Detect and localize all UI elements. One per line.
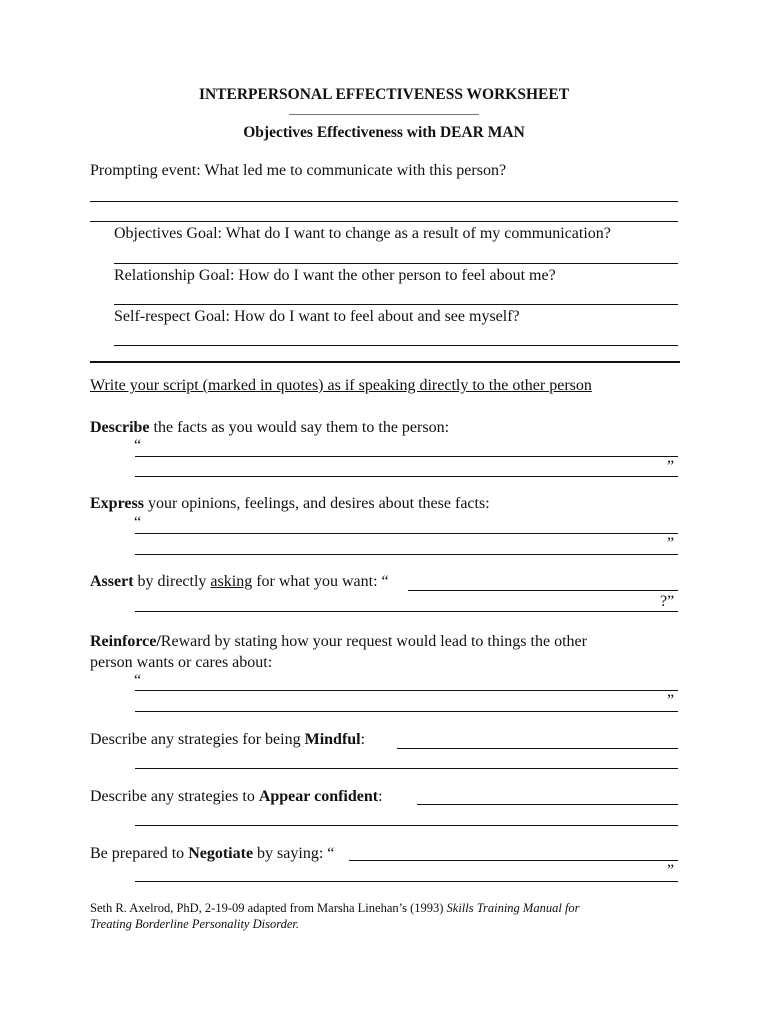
objectives-goal-answer-line[interactable] xyxy=(114,263,678,264)
describe-answer-line-2[interactable] xyxy=(135,476,678,477)
negotiate-prompt xyxy=(90,845,334,863)
express-close-quote: ” xyxy=(667,535,675,552)
express-answer-line-1[interactable] xyxy=(135,533,678,534)
describe-answer-line-1[interactable] xyxy=(135,456,678,457)
express-keyword: Express xyxy=(90,495,144,512)
relationship-goal-answer-line[interactable] xyxy=(114,304,678,305)
describe-close-quote: ” xyxy=(667,458,675,475)
prompting-event-answer-line-1[interactable] xyxy=(90,201,678,202)
assert-text-2: for what you want: “ xyxy=(252,573,389,590)
express-open-quote: “ xyxy=(134,514,142,531)
describe-keyword: Describe xyxy=(90,419,150,436)
negotiate-text-1: Be prepared to xyxy=(90,845,189,862)
appear-confident-prompt xyxy=(90,788,383,806)
reinforce-text: Reward by stating how your request would lead to things the other xyxy=(160,633,587,650)
footer-citation-line-1 xyxy=(90,901,580,916)
objectives-goal-question: Objectives Goal: What do I want to change as a result of my communication? xyxy=(114,225,611,242)
footer-book-title-2: Treating Borderline Personality Disorder. xyxy=(90,917,300,931)
footer-citation-line-2 xyxy=(90,917,299,932)
assert-answer-line-2[interactable] xyxy=(135,611,678,612)
mindful-colon: : xyxy=(360,731,366,748)
express-text: your opinions, feelings, and desires about these facts: xyxy=(143,495,490,512)
reinforce-prompt-line-1 xyxy=(90,633,587,651)
prompting-event-answer-line-2[interactable] xyxy=(90,221,678,222)
assert-prompt xyxy=(90,573,389,591)
describe-prompt xyxy=(90,419,449,437)
reinforce-answer-line-2[interactable] xyxy=(135,711,678,712)
worksheet-title: INTERPERSONAL EFFECTIVENESS WORKSHEET xyxy=(198,86,570,103)
express-prompt xyxy=(90,495,490,513)
reinforce-answer-line-1[interactable] xyxy=(135,690,678,691)
worksheet-subtitle: Objectives Effectiveness with DEAR MAN xyxy=(243,124,525,141)
mindful-answer-line-2[interactable] xyxy=(135,768,678,769)
self-respect-goal-question: Self-respect Goal: How do I want to feel about and see myself? xyxy=(114,308,520,325)
negotiate-answer-line-2[interactable] xyxy=(135,881,678,882)
assert-text-1: by directly xyxy=(133,573,211,590)
reinforce-close-quote: ” xyxy=(667,692,675,709)
appear-confident-answer-line-1[interactable] xyxy=(417,804,678,805)
self-respect-goal-answer-line[interactable] xyxy=(114,345,678,346)
script-instruction: Write your script (marked in quotes) as if speaking directly to the other person xyxy=(90,377,592,394)
section-divider xyxy=(90,361,680,363)
relationship-goal-question: Relationship Goal: How do I want the other person to feel about me? xyxy=(114,267,556,284)
negotiate-keyword: Negotiate xyxy=(188,845,254,862)
appear-confident-answer-line-2[interactable] xyxy=(135,825,678,826)
mindful-answer-line-1[interactable] xyxy=(397,748,678,749)
negotiate-answer-line-1[interactable] xyxy=(349,860,678,861)
mindful-text: Describe any strategies for being xyxy=(90,731,305,748)
mindful-keyword: Mindful xyxy=(304,731,361,748)
appear-text: Describe any strategies to xyxy=(90,788,259,805)
appear-colon: : xyxy=(378,788,383,805)
footer-author-text: Seth R. Axelrod, PhD, 2-19-09 adapted from Marsha Linehan’s (1993) xyxy=(90,901,447,915)
describe-open-quote: “ xyxy=(134,437,142,454)
describe-text: the facts as you would say them to the person: xyxy=(149,419,450,436)
appear-keyword: Appear confident xyxy=(258,788,379,805)
assert-keyword: Assert xyxy=(90,573,134,590)
negotiate-text-2: by saying: “ xyxy=(253,845,335,862)
title-divider xyxy=(289,114,479,115)
reinforce-keyword: Reinforce/ xyxy=(90,633,161,650)
negotiate-close-quote: ” xyxy=(667,862,675,879)
express-answer-line-2[interactable] xyxy=(135,554,678,555)
prompting-event-question: Prompting event: What led me to communicate with this person? xyxy=(90,162,507,179)
footer-book-title-1: Skills Training Manual for xyxy=(446,901,580,915)
mindful-prompt xyxy=(90,731,365,749)
reinforce-open-quote: “ xyxy=(134,672,142,689)
assert-answer-line-1[interactable] xyxy=(408,590,678,591)
reinforce-prompt-line-2: person wants or cares about: xyxy=(90,654,273,671)
assert-asking-word: asking xyxy=(210,573,253,590)
assert-close-quote: ?” xyxy=(660,593,675,610)
